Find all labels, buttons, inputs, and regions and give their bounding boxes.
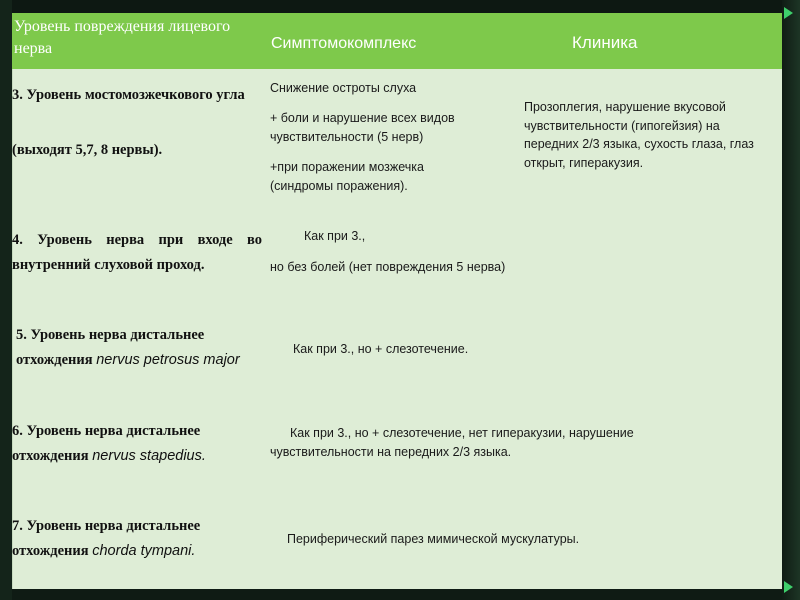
table-row-level — [12, 514, 262, 564]
header-clinic: Клиника — [572, 33, 638, 52]
nerve-name: nervus stapedius. — [92, 448, 206, 464]
symptom-text: Как при 3., но + слезотечение. — [293, 342, 469, 356]
nerve-name: chorda tympani. — [92, 543, 196, 559]
symptom-text: Снижение остроты слуха — [270, 81, 417, 95]
table-header — [12, 13, 782, 69]
clinic-text: Прозоплегия, нарушение вкусовой чувствительности (гипогейзия) на передних 2/3 языка, сухость глаза, глаз открыт, гиперакузия. — [524, 100, 754, 170]
symptom-text: Как при 3., но + слезотечение, нет гиперакузии, нарушение чувствительности на передних 2/3 языка. — [270, 426, 634, 459]
level-text: 6. Уровень нерва дистальнее отхождения nervus stapedius. — [12, 423, 206, 464]
level-note: (выходят 5,7, 8 нервы). — [12, 142, 163, 158]
symptom-text: Как при 3., — [304, 229, 366, 243]
table-row-level — [12, 228, 262, 278]
level-text: 7. Уровень нерва дистальнее отхождения chorda tympani. — [12, 518, 201, 559]
header-symptoms: Симптомокомплекс — [271, 35, 417, 52]
table-row-level — [12, 323, 262, 373]
left-strip — [0, 0, 12, 600]
symptom-text: + боли и нарушение всех видов чувствительности (5 нерв) — [270, 111, 455, 144]
facial-nerve-table — [12, 13, 782, 589]
level-text: 5. Уровень нерва дистальнее отхождения nervus petrosus major — [16, 327, 240, 368]
nerve-name: nervus petrosus major — [96, 352, 240, 368]
bullet-arrow-icon — [784, 7, 793, 19]
symptom-text: Периферический парез мимической мускулатуры. — [287, 532, 580, 546]
top-strip — [0, 0, 800, 13]
table-row-level — [12, 137, 262, 163]
table-row-level — [12, 419, 262, 469]
table-row-level — [12, 83, 262, 108]
level-text: 4. Уровень нерва при входе во внутренний слуховой проход. — [12, 232, 262, 273]
level-text: 3. Уровень мостомозжечкового угла — [12, 87, 245, 103]
symptom-text: +при поражении мозжечка (синдромы поражения). — [270, 160, 424, 193]
bullet-arrow-icon — [784, 581, 793, 593]
symptom-text: но без болей (нет повреждения 5 нерва) — [270, 260, 506, 274]
right-decoration — [782, 0, 800, 600]
header-level: Уровень повреждения лицевого нерва — [14, 18, 231, 57]
